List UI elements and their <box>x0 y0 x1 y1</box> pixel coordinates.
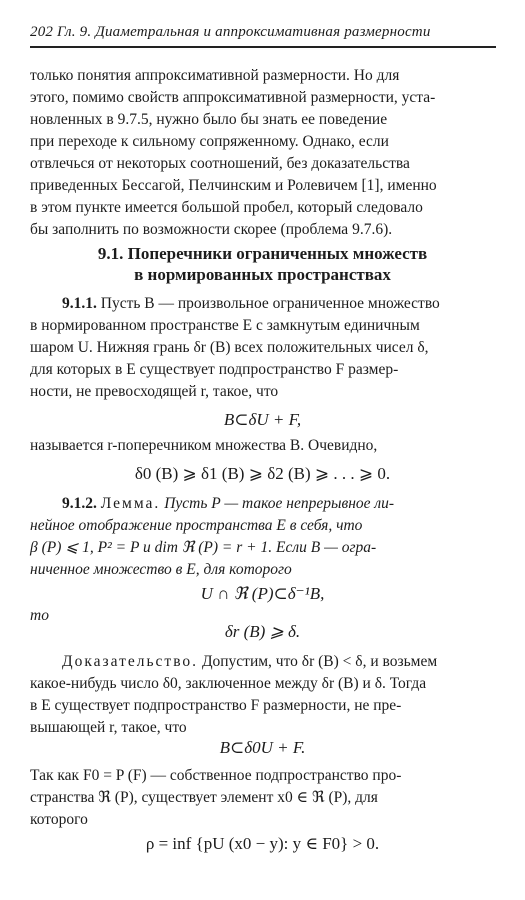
section-heading: 9.1. Поперечники ограниченных множеств <box>97 244 428 263</box>
paragraph-line: в нормированном пространстве E с замкнутым единичным <box>30 317 420 334</box>
paragraph-line: ности, не превосходящей r, такое, что <box>30 383 279 400</box>
lemma-line: ниченное множество в E, для которого <box>30 561 292 578</box>
formula: ρ = inf {pU (x0 − y): y ∈ F0} > 0. <box>145 834 380 853</box>
paragraph-line: называется r-поперечником множества B. Очевидно, <box>30 437 378 454</box>
proof-line: вышающей r, такое, что <box>30 719 187 736</box>
intro-line: только понятия аппроксимативной размерности. Но для <box>30 67 400 84</box>
lemma-line: 9.1.2. Лемма. Пусть P — такое непрерывное ли- <box>62 495 395 512</box>
proof-line: какое-нибудь число δ0, заключенное между δr (B) и δ. Тогда <box>30 675 427 692</box>
proof-line: которого <box>30 811 88 828</box>
proof-line: странства ℜ (P), существует элемент x0 ∈ ℜ (P), для <box>30 789 378 806</box>
lemma-label: Лемма. <box>100 495 161 512</box>
header-rule <box>30 46 496 48</box>
formula: U ∩ ℜ (P)⊂δ⁻¹B, <box>200 584 325 603</box>
proof-label: Доказательство. <box>62 653 199 670</box>
formula: δr (B) ⩾ δ. <box>224 622 301 641</box>
intro-line: при переходе к сильному сопряженному. Однако, если <box>30 133 389 150</box>
proof-line: в E существует подпространство F размерности, не пре- <box>30 697 402 714</box>
paragraph-line: для которых в E существует подпространство F размер- <box>30 361 399 378</box>
intro-line: приведенных Бессагой, Пелчинским и Ролевичем [1], именно <box>30 177 437 194</box>
proof-line: Доказательство. Допустим, что δr (B) < δ, и возьмем <box>62 653 438 670</box>
formula: B⊂δ0U + F. <box>219 738 306 757</box>
section-heading: в нормированных пространствах <box>134 265 391 284</box>
intro-line: новленных в 9.7.5, нужно было бы знать ее поведение <box>30 111 388 128</box>
intro-line: этого, помимо свойств аппроксимативной размерности, уста- <box>30 89 436 106</box>
formula: δ0 (B) ⩾ δ1 (B) ⩾ δ2 (B) ⩾ . . . ⩾ 0. <box>134 464 391 483</box>
lemma-line: β (P) ⩽ 1, P² = P и dim ℜ (P) = r + 1. Если B — огра- <box>30 539 377 556</box>
paragraph-line: 9.1.1. Пусть B — произвольное ограниченное множество <box>62 295 440 312</box>
formula: B⊂δU + F, <box>223 410 302 429</box>
paragraph-number: 9.1.1. <box>62 295 97 312</box>
lemma-line: то <box>30 607 49 624</box>
intro-line: в этом пункте имеется большой пробел, который следовало <box>30 199 423 216</box>
lemma-line: нейное отображение пространства E в себя, что <box>30 517 363 534</box>
paragraph-number: 9.1.2. <box>62 495 97 512</box>
intro-line: бы заполнить по возможности скорее (проблема 9.7.6). <box>30 221 393 238</box>
proof-line: Так как F0 = P (F) — собственное подпространство про- <box>30 767 402 784</box>
paragraph-line: шаром U. Нижняя грань δr (B) всех положительных чисел δ, <box>30 339 429 356</box>
running-head: 202 Гл. 9. Диаметральная и аппроксимативная размерности <box>30 24 431 40</box>
intro-line: отвлечься от некоторых соотношений, без доказательства <box>30 155 410 172</box>
